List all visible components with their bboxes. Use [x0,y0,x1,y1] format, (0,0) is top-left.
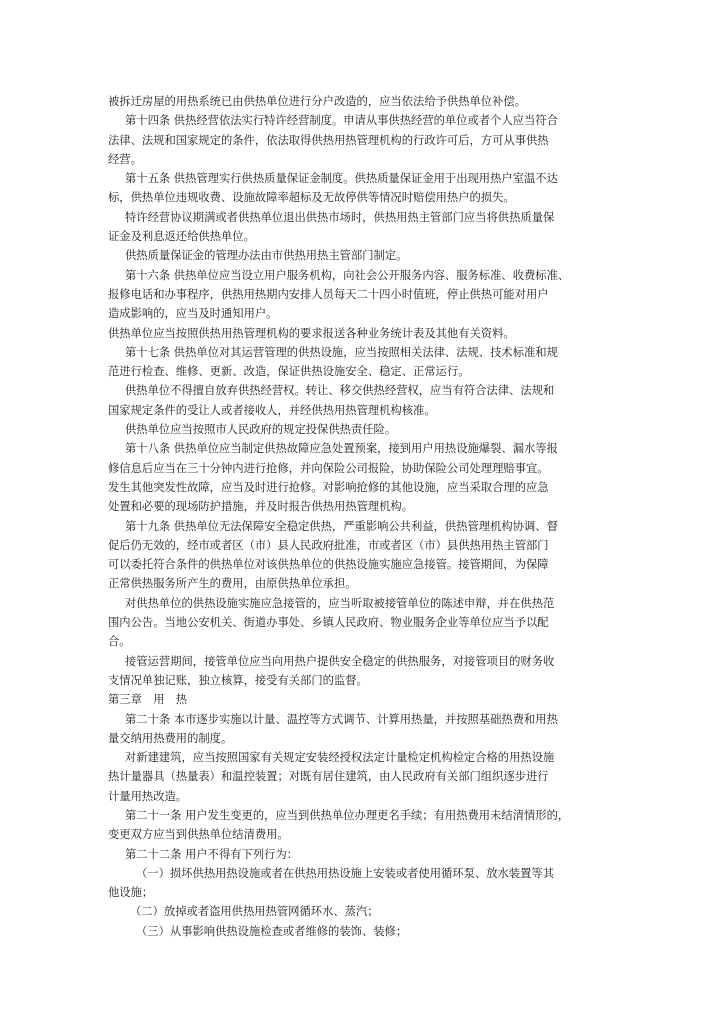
text-line: 经营。 [108,152,142,166]
text-line: 热计量器具（热量表）和温控装置；对既有居住建筑，由人民政府有关部门组织逐步进行 [108,770,549,784]
text-line: 第二十条 本市逐步实施以计量、温控等方式调节、计算用热量，并按照基础热费和用热 [125,712,558,726]
text-line: 第十八条 供热单位应当制定供热故障应急处置预案，接到用户用热设施爆裂、漏水等报 [125,442,558,456]
text-line: 围内公告。当地公安机关、街道办事处、乡镇人民政府、物业服务企业等单位应当予以配 [108,616,549,630]
text-line: 第十九条 供热单位无法保障安全稳定供热，严重影响公共利益，供热管理机构协调、督 [125,519,558,533]
text-line: 供热单位不得擅自放弃供热经营权。转让、移交供热经营权，应当有符合法律、法规和 [125,384,555,398]
text-line: （二）放掉或者盗用供热用热管网循环水、蒸汽； [130,905,379,919]
text-line: 第十五条 供热管理实行供热质量保证金制度。供热质量保证金用于出现用热户室温不达 [125,172,558,186]
text-line: 修信息后应当在三十分钟内进行抢修，并向保险公司报险，协助保险公司处理理赔事宜。 [108,461,549,475]
text-line: 接管运营期间，接管单位应当向用热户提供安全稳定的供热服务，对接管项目的财务收 [125,654,555,668]
text-line: 国家规定条件的受让人或者接收人，并经供热用热管理机构核准。 [108,403,436,417]
text-line: 第十六条 供热单位应当设立用户服务机构，向社会公开服务内容、服务标准、收费标准、 [125,268,570,282]
text-line: 他设施； [108,886,154,900]
text-line: 法律、法规和国家规定的条件，依法取得供热用热管理机构的行政许可后，方可从事供热 [108,133,549,147]
chapter-heading: 第三章 用 热 [108,693,188,707]
text-line: 标，供热单位违规收费、设施故障率超标及无故停供等情况时赔偿用热户的损失。 [108,191,515,205]
text-line: 对供热单位的供热设施实施应急接管的，应当听取被接管单位的陈述申辩，并在供热范 [125,596,555,610]
text-line: 供热单位应当按照市人民政府的规定投保供热责任险。 [125,423,397,437]
text-line: 第二十二条 用户不得有下列行为： [125,847,299,861]
text-line: （一）损坏供热用热设施或者在供热用热设施上安装或者使用循环泵、放水装置等其 [136,866,554,880]
text-line: 计量用热改造。 [108,789,188,803]
text-line: 第十七条 供热单位对其运营管理的供热设施，应当按照相关法律、法规、技术标准和规 [125,345,558,359]
text-line: 证金及利息返还给供热单位。 [108,230,255,244]
text-line: 正常供热服务所产生的费用，由原供热单位承担。 [108,577,357,591]
text-line: 促后仍无效的，经市或者区（市）县人民政府批准，市或者区（市）县供热用热主管部门 [108,538,549,552]
text-line: 供热质量保证金的管理办法由市供热用热主管部门制定。 [125,249,408,263]
text-line: 被拆迁房屋的用热系统已由供热单位进行分户改造的，应当依法给予供热单位补偿。 [108,95,526,108]
text-line: 可以委托符合条件的供热单位对该供热单位的供热设施实施应急接管。接管期间，为保障 [108,558,549,572]
document-body [108,92,628,941]
text-line: 特许经营协议期满或者供热单位退出供热市场时，供热用热主管部门应当将供热质量保 [125,210,555,224]
text-line: （三）从事影响供热设施检查或者维修的装饰、装修； [136,924,408,938]
text-line: 范进行检查、维修、更新、改造，保证供热设施安全、稳定、正常运行。 [108,365,470,379]
text-line: 处置和必要的现场防护措施，并及时报告供热用热管理机构。 [108,500,414,514]
text-line: 对新建建筑，应当按照国家有关规定安装经授权法定计量检定机构检定合格的用热设施 [125,751,555,765]
text-line: 支情况单独记账，独立核算，接受有关部门的监督。 [108,673,368,687]
text-line: 发生其他突发性故障，应当及时进行抢修。对影响抢修的其他设施，应当采取合理的应急 [108,480,549,494]
text-line: 第二十一条 用户发生变更的，应当到供热单位办理更名手续；有用热费用未结清情形的， [125,808,570,822]
text-line: 量交纳用热费用的制度。 [108,731,233,745]
text-line: 供热单位应当按照供热用热管理机构的要求报送各种业务统计表及其他有关资料。 [108,326,515,340]
text-line: 变更双方应当到供热单位结清费用。 [108,828,289,842]
text-line: 合。 [108,635,131,649]
text-line: 第十四条 供热经营依法实行特许经营制度。申请从事供热经营的单位或者个人应当符合 [125,114,558,128]
text-line: 造成影响的，应当及时通知用户。 [108,307,278,321]
text-line: 报修电话和办事程序，供热用热期内安排人员每天二十四小时值班，停止供热可能对用户 [108,287,549,301]
